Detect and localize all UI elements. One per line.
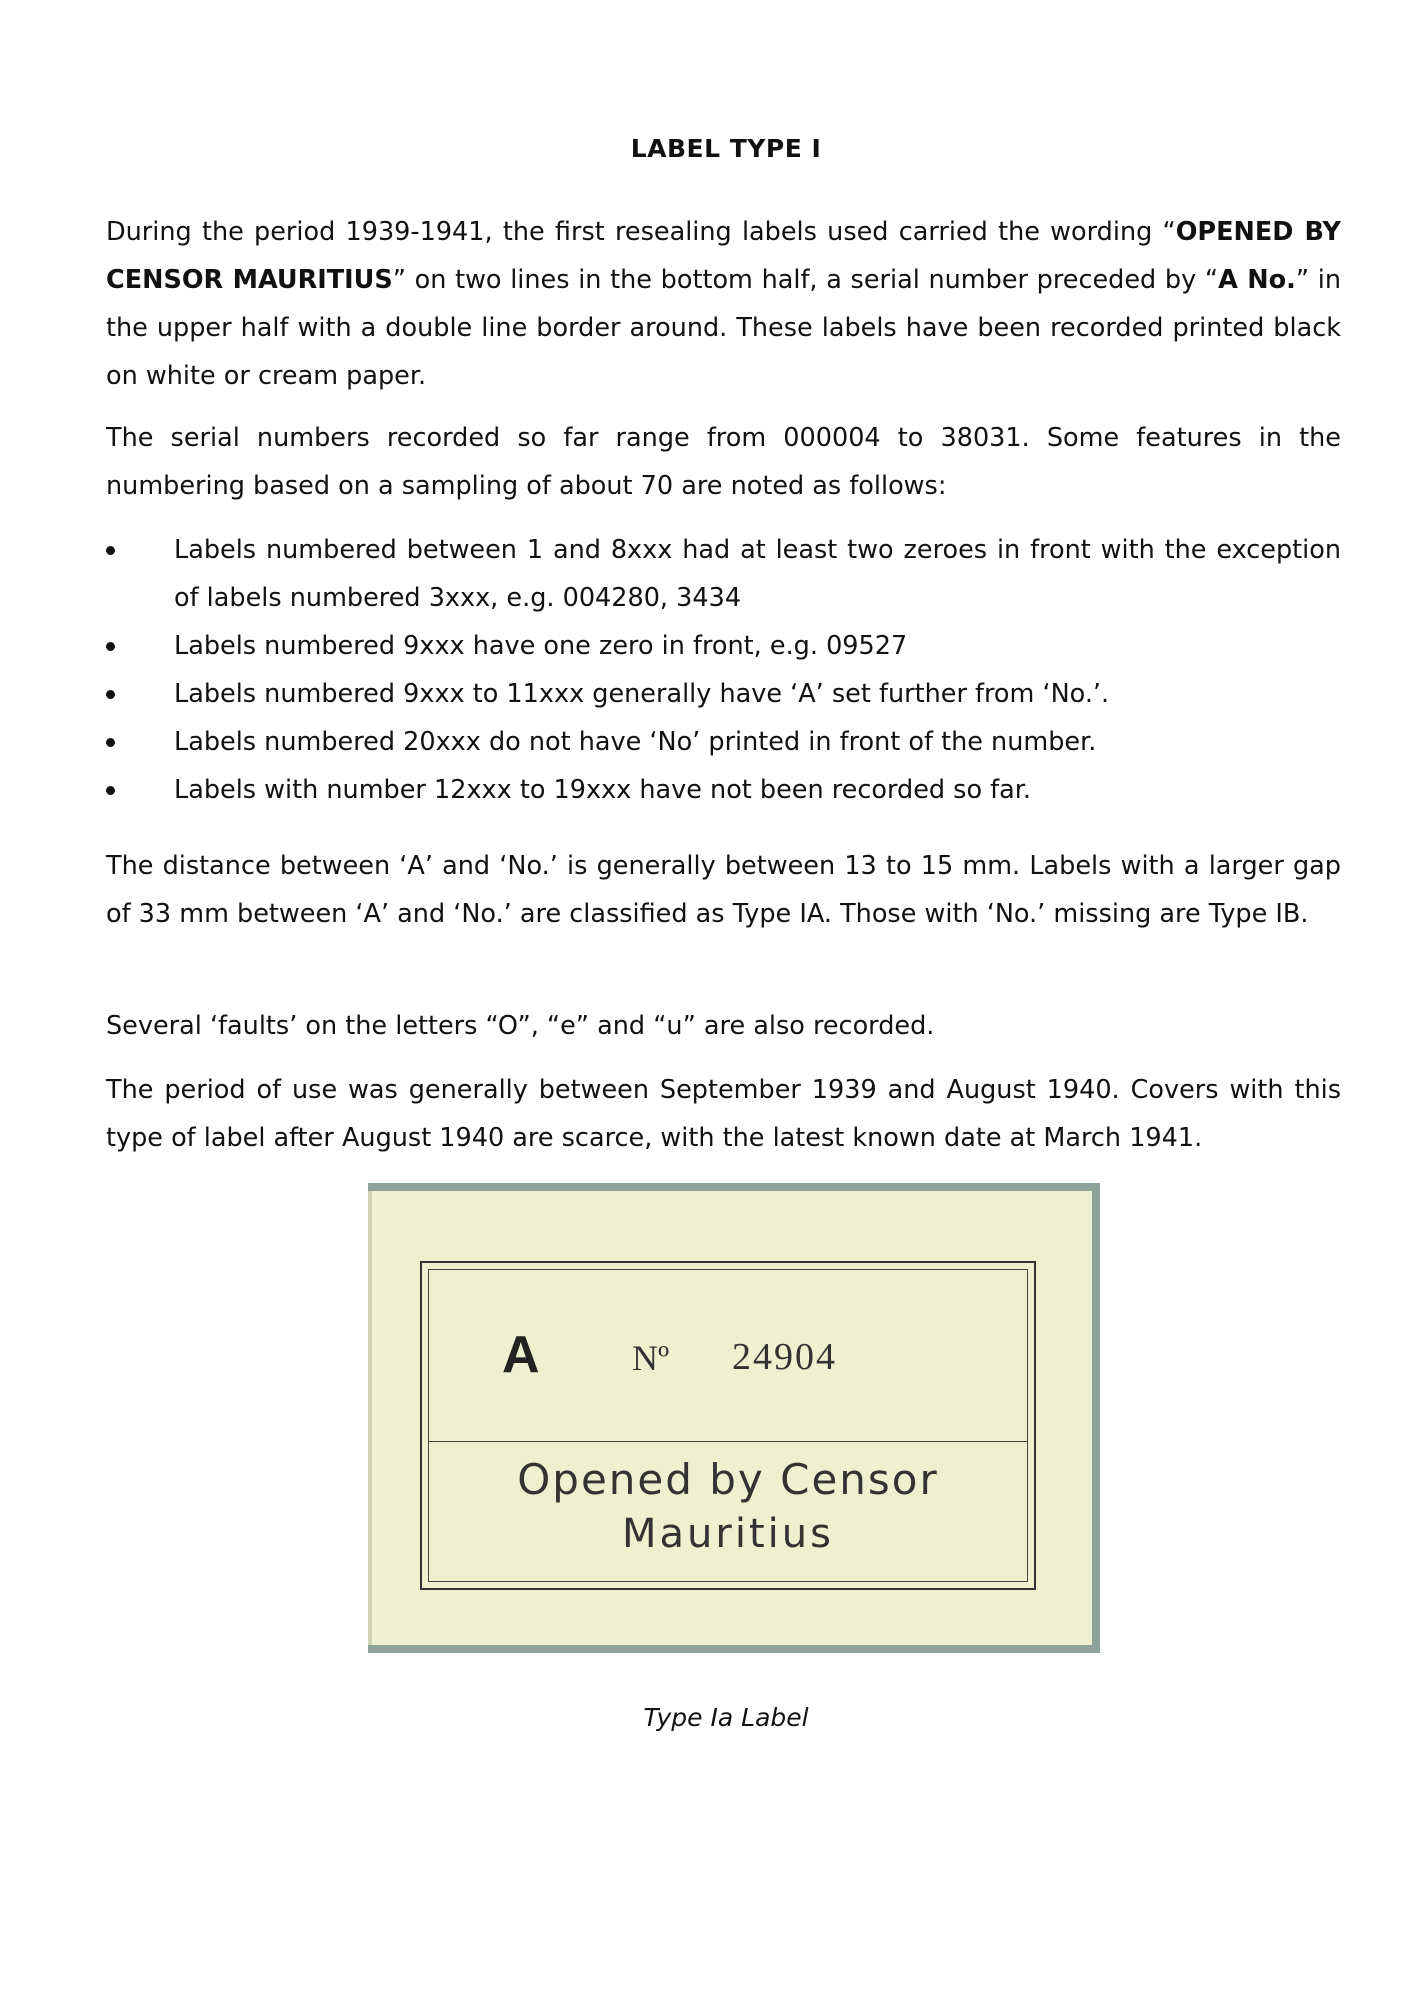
bullet-icon (106, 546, 115, 555)
paragraph-distance: The distance between ‘A’ and ‘No.’ is generally between 13 to 15 mm. Labels with a larger gap of 33 mm between ‘A’ and ‘No.’ are classified as Type IA. Those with ‘No.’ missing are Type IB. (106, 851, 1341, 929)
label-text-line-2: Mauritius (622, 1511, 834, 1557)
list-item-text: Labels numbered 20xxx do not have ‘No’ printed in front of the number. (174, 727, 1097, 757)
paragraph-intro-bold-1: OPENED BY CENSOR MAURITIUS (106, 217, 1341, 295)
bullet-icon (106, 738, 115, 747)
label-border-outer (420, 1261, 1036, 1590)
label-text-line-1: Opened by Censor (517, 1455, 939, 1504)
paragraph-period: The period of use was generally between September 1939 and August 1940. Covers with this type of label after August 1940 are scarce, with the latest known date at March 1941. (106, 1075, 1341, 1153)
list-item (106, 766, 1341, 814)
list-item-text: Labels numbered 9xxx have one zero in front, e.g. 09527 (174, 631, 908, 661)
list-item-text: Labels numbered 9xxx to 11xxx generally have ‘A’ set further from ‘No.’. (174, 679, 1110, 709)
paragraph-serial-numbers: The serial numbers recorded so far range from 000004 to 38031. Some features in the numbering based on a sampling of about 70 are noted as follows: (106, 423, 1341, 501)
bullet-icon (106, 642, 115, 651)
list-item (106, 670, 1341, 718)
censor-label-image (368, 1183, 1100, 1653)
page-title: LABEL TYPE I (630, 134, 822, 163)
bullet-icon (106, 690, 115, 699)
paragraph-intro-text-3: ” in the upper half with a double line border around. These labels have been recorded printed black on white or cream paper. (106, 265, 1342, 391)
list-item (106, 718, 1341, 766)
feature-list (106, 526, 1341, 814)
paragraph-faults: Several ‘faults’ on the letters “O”, “e” and “u” are also recorded. (106, 1011, 935, 1041)
paragraph-intro-bold-2: A No. (1218, 265, 1296, 295)
label-edge (368, 1191, 372, 1645)
bullet-icon (106, 786, 115, 795)
label-divider (428, 1441, 1028, 1442)
paragraph-intro-text-1: During the period 1939-1941, the first resealing labels used carried the wording “ (106, 217, 1176, 247)
label-number-prefix: Nº (632, 1338, 670, 1378)
list-item-text: Labels numbered between 1 and 8xxx had at least two zeroes in front with the exception of labels numbered 3xxx, e.g. 004280, 3434 (174, 535, 1341, 613)
label-letter: A (502, 1326, 540, 1384)
list-item-text: Labels with number 12xxx to 19xxx have not been recorded so far. (174, 775, 1032, 805)
paragraph-intro-text-2: ” on two lines in the bottom half, a serial number preceded by “ (392, 265, 1219, 295)
paragraph-intro (106, 208, 1341, 400)
list-item (106, 526, 1341, 622)
image-caption: Type Ia Label (643, 1703, 809, 1732)
label-serial-number: 24904 (732, 1336, 837, 1378)
list-item (106, 622, 1341, 670)
